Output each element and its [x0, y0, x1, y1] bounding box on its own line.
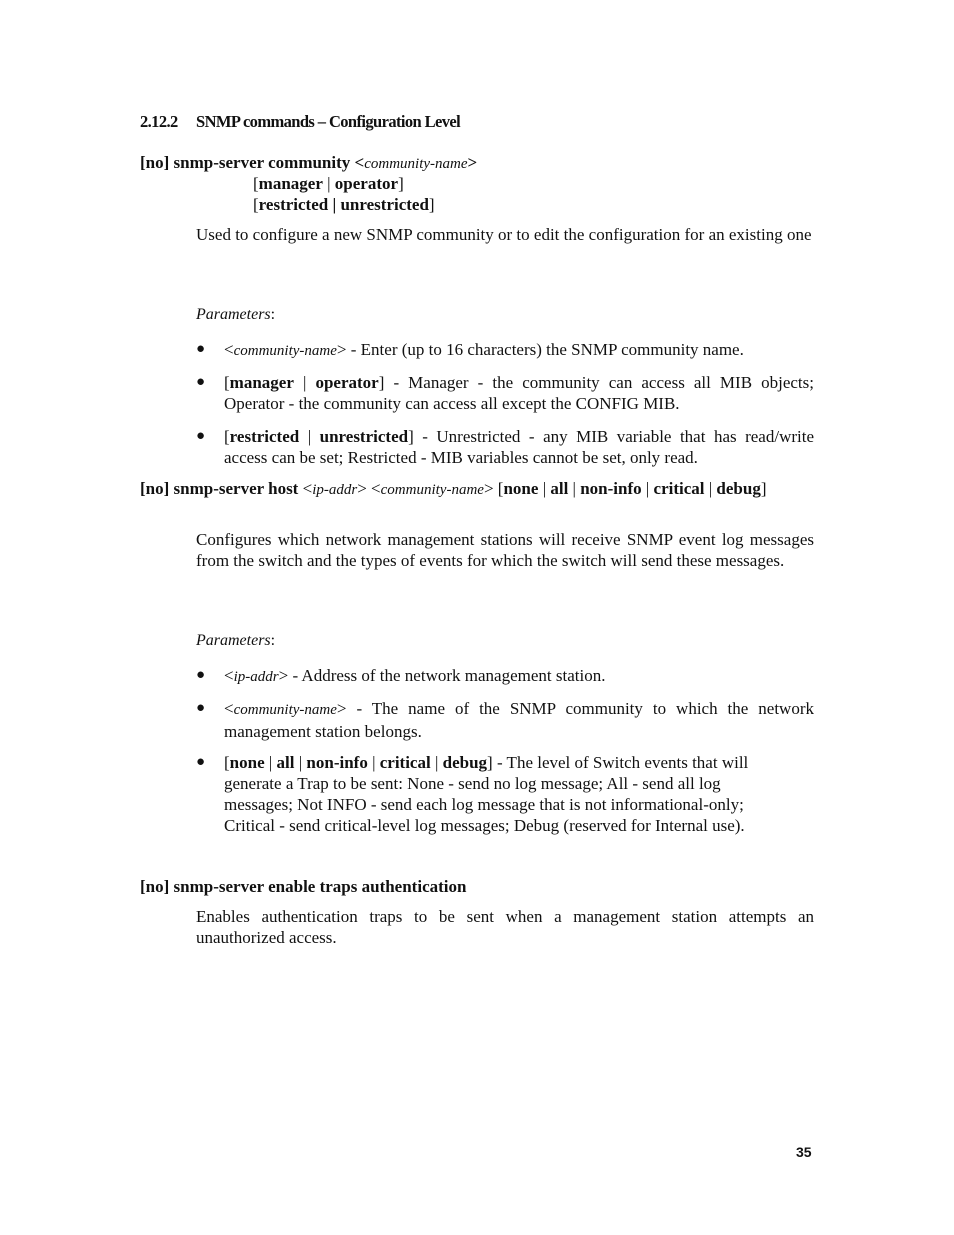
bullet-text: [224, 426, 814, 468]
command-1-param: community-name: [364, 156, 468, 172]
separator: |: [568, 479, 581, 498]
bracket-open: [: [497, 479, 504, 498]
option-restricted: restricted: [229, 427, 300, 446]
bullet-text-line-1: [224, 752, 814, 773]
command-2-bullet-1: [196, 665, 814, 688]
option-all: all: [550, 479, 569, 498]
bullet-icon: ●: [196, 754, 206, 770]
bracket-close: ]: [487, 753, 493, 772]
bracket-close: ]: [398, 174, 404, 193]
separator: |: [538, 479, 551, 498]
parameters-text: Parameters: [196, 632, 271, 649]
param-community-name: community-name: [380, 482, 484, 498]
command-1-bullet-1: [196, 339, 814, 362]
bracket-close: ]: [760, 479, 767, 498]
command-2-description: Configures which network management stations will receive SNMP event log messages from the switch and the types of events for which the switch will send these messages.: [196, 530, 814, 570]
command-2-bullet-2: [196, 698, 814, 742]
bullet-icon: ●: [196, 374, 206, 390]
separator: |: [367, 753, 380, 772]
option-non-info: non-info: [306, 753, 368, 772]
separator: |: [322, 174, 335, 193]
param-name: ip-addr: [233, 669, 279, 685]
angle-close: >: [483, 479, 498, 498]
param-description: - Address of the network management station.: [288, 666, 606, 685]
param-description: - The level of Switch events that will: [492, 753, 749, 772]
section-number: 2.12.2: [140, 112, 178, 131]
param-description: - Manager - the community can access all MIB objects; Operator - the community can access all except the CONFIG MIB.: [224, 373, 814, 413]
angle-open: <: [224, 699, 234, 718]
command-3-syntax: [no] snmp-server enable traps authentication: [140, 877, 467, 896]
section-heading: [140, 112, 460, 132]
separator: |: [704, 479, 717, 498]
option-debug: debug: [716, 479, 761, 498]
option-critical: critical: [653, 479, 705, 498]
option-operator: operator: [334, 174, 399, 193]
angle-close: >: [278, 666, 289, 685]
parameters-text: Parameters: [196, 306, 271, 323]
option-manager: manager: [229, 373, 294, 392]
option-non-info: non-info: [580, 479, 642, 498]
angle-close: >: [357, 479, 372, 498]
param-name: community-name: [233, 702, 337, 718]
option-none: none: [229, 753, 265, 772]
bracket-open: [: [253, 174, 259, 193]
colon: :: [270, 632, 276, 649]
command-1-close-angle: >: [467, 153, 478, 172]
bullet-text: [224, 339, 814, 362]
bullet-text: [224, 372, 814, 414]
command-1-options-line-1: [253, 173, 404, 194]
bullet-text-line-4: Critical - send critical-level log messages; Debug (reserved for Internal use).: [224, 816, 745, 835]
angle-close: >: [336, 340, 347, 359]
bullet-text: [224, 752, 814, 836]
bracket-open: [: [224, 373, 230, 392]
command-1-options-line-2: [253, 194, 435, 215]
bullet-text: [224, 698, 814, 742]
bracket-close: ]: [408, 427, 414, 446]
bullet-text-line-3: messages; Not INFO - send each log message that is not informational-only;: [224, 795, 744, 814]
bracket-open: [: [224, 753, 230, 772]
param-description: - Unrestricted - any MIB variable that has read/write access can be set; Restricted - MIB variables cannot be set, only read.: [224, 427, 815, 467]
separator: |: [299, 427, 320, 446]
page-number: 35: [796, 1144, 812, 1160]
command-2-bullet-3: [196, 752, 814, 836]
angle-close: >: [336, 699, 347, 718]
bullet-icon: ●: [196, 700, 206, 716]
bullet-icon: ●: [196, 667, 206, 683]
option-operator: operator: [315, 373, 379, 392]
separator: |: [294, 753, 307, 772]
command-3-description: Enables authentication traps to be sent when a management station attempts an unauthorized access.: [196, 907, 814, 947]
param-description: - Enter (up to 16 characters) the SNMP community name.: [346, 340, 744, 359]
option-unrestricted: unrestricted: [340, 195, 429, 214]
separator: |: [293, 373, 316, 392]
colon: :: [270, 306, 276, 323]
bullet-text-line-2: generate a Trap to be sent: None - send no log message; All - send all log: [224, 774, 721, 793]
command-1-bullet-3: [196, 426, 814, 468]
command-2-syntax: [140, 478, 814, 501]
param-name: community-name: [233, 343, 337, 359]
separator: |: [430, 753, 443, 772]
param-description: - The name of the SNMP community to which the network management station belongs.: [224, 699, 814, 741]
command-1-parameters-label: [196, 306, 275, 324]
option-unrestricted: unrestricted: [319, 427, 409, 446]
command-1-bullet-2: [196, 372, 814, 414]
angle-open: <: [302, 479, 313, 498]
separator: |: [328, 195, 341, 214]
option-debug: debug: [442, 753, 488, 772]
bracket-open: [: [253, 195, 259, 214]
angle-open: <: [371, 479, 381, 498]
command-1-keyword: [no] snmp-server community <: [140, 153, 365, 172]
section-title: SNMP commands – Configuration Level: [196, 112, 461, 131]
command-2-parameters-label: [196, 632, 275, 650]
bullet-icon: ●: [196, 428, 206, 444]
option-all: all: [276, 753, 295, 772]
command-1-description: Used to configure a new SNMP community or to edit the configuration for an existing one: [196, 225, 812, 244]
angle-open: <: [224, 666, 234, 685]
option-manager: manager: [258, 174, 323, 193]
param-ip-addr: ip-addr: [312, 482, 358, 498]
bracket-close: ]: [378, 373, 385, 392]
separator: |: [264, 753, 277, 772]
bracket-open: [: [224, 427, 230, 446]
bracket-close: ]: [428, 195, 435, 214]
command-2-keyword: [no] snmp-server host: [140, 479, 303, 498]
bullet-text: [224, 665, 814, 688]
command-1-syntax: [140, 152, 477, 175]
bullet-icon: ●: [196, 341, 206, 357]
option-critical: critical: [379, 753, 431, 772]
angle-open: <: [224, 340, 234, 359]
option-restricted: restricted: [258, 195, 329, 214]
separator: |: [641, 479, 654, 498]
option-none: none: [503, 479, 539, 498]
